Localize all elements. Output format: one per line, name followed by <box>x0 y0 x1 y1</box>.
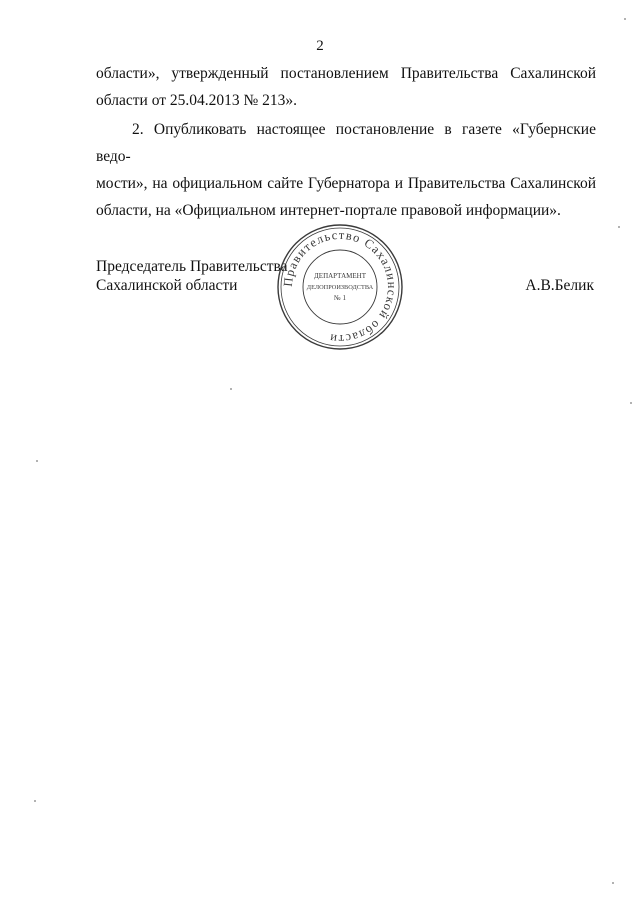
paragraph-2-line-2: мости», на официальном сайте Губернатора и Правительства Сахалинской <box>96 175 596 192</box>
paragraph-2-line-1: 2. Опубликовать настоящее постановление в газете «Губернские ведо- <box>96 121 596 165</box>
scan-speck <box>230 388 232 390</box>
scan-speck <box>618 226 620 228</box>
scan-speck <box>34 800 36 802</box>
stamp-seal-icon <box>275 222 405 352</box>
signatory-name: А.В.Белик <box>525 277 594 294</box>
paragraph-2 <box>96 116 596 224</box>
stamp-center-line-3: № 1 <box>334 294 346 302</box>
paragraph-1 <box>96 60 596 114</box>
page-number: 2 <box>316 38 324 54</box>
stamp-center-line-1: ДЕПАРТАМЕНТ <box>314 272 366 280</box>
scan-speck <box>612 882 614 884</box>
signatory-position-line-1: Председатель Правительства <box>96 258 288 275</box>
scan-speck <box>630 402 632 404</box>
paragraph-1-line-1: области», утвержденный постановлением Правительства Сахалинской <box>96 65 596 82</box>
stamp-ring-text: Правительство Сахалинской области <box>280 227 400 347</box>
paragraph-1-line-2: области от 25.04.2013 № 213». <box>96 92 298 109</box>
scan-speck <box>36 460 38 462</box>
signatory-position <box>96 257 288 295</box>
paragraph-2-line-3: области, на «Официальном интернет-портале правовой информации». <box>96 202 561 219</box>
stamp-center-line-2: ДЕЛОПРОИЗВОДСТВА <box>306 284 374 291</box>
scan-speck <box>624 18 626 20</box>
signatory-position-line-2: Сахалинской области <box>96 277 238 294</box>
official-stamp <box>275 222 405 352</box>
